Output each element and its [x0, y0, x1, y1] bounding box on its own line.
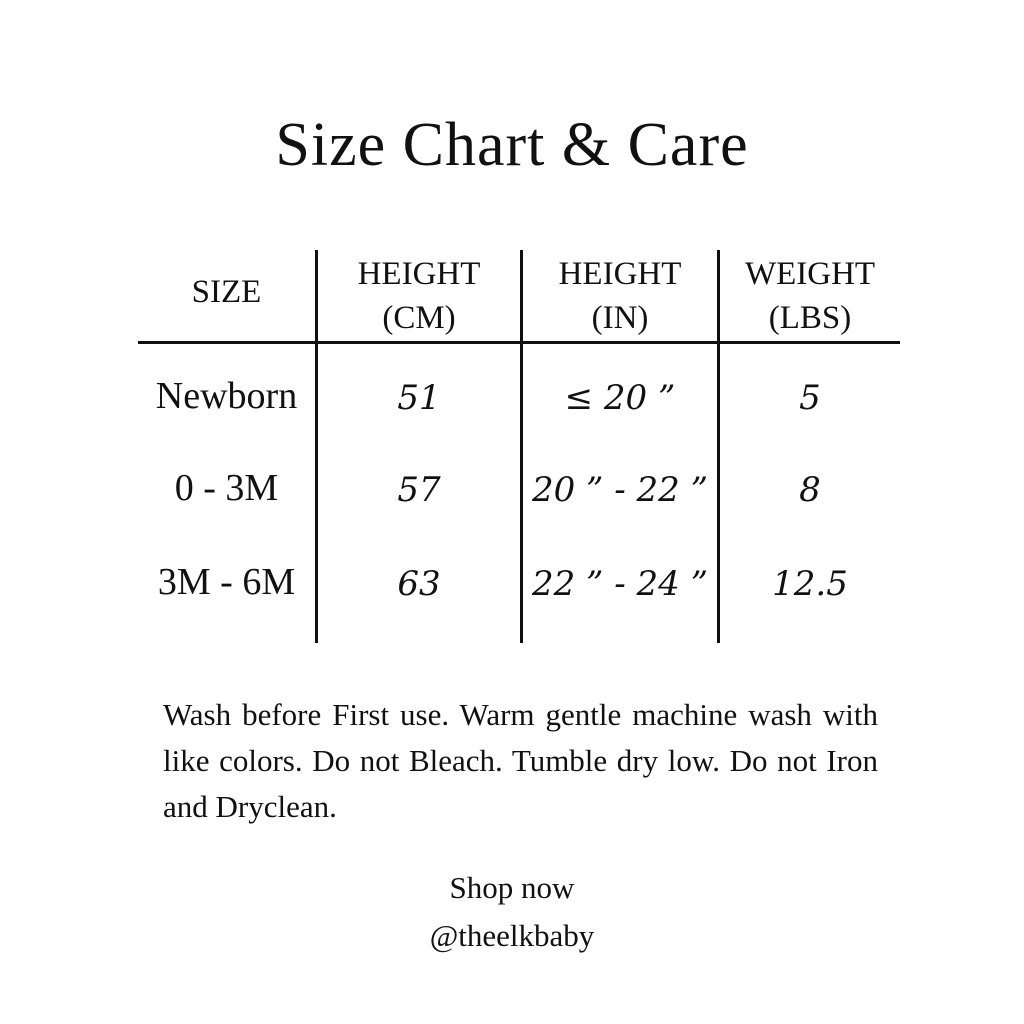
header-weight-lbs-line1: WEIGHT [744, 256, 876, 292]
header-height-in-line1: HEIGHT [558, 256, 682, 292]
row-newborn-height-cm: 51 [397, 378, 441, 418]
row-newborn-weight: 5 [799, 378, 821, 418]
instagram-handle: @theelkbaby [429, 918, 595, 953]
row-0-3m-height-cm: 57 [397, 470, 441, 510]
row-0-3m-size: 0 - 3M [174, 467, 279, 509]
header-weight-lbs-line2: (LBS) [768, 300, 852, 336]
header-height-cm [318, 252, 520, 340]
shop-now-text: Shop now [449, 870, 575, 905]
header-height-cm-line2: (CM) [382, 300, 456, 336]
header-size [138, 270, 315, 314]
row-3m-6m-weight: 12.5 [772, 564, 848, 604]
header-height-cm-line1: HEIGHT [357, 256, 481, 292]
header-divider [138, 341, 900, 344]
row-newborn-height-in: ≤ 20 ” [564, 378, 676, 418]
header-weight-lbs [720, 252, 900, 340]
header-size-label: SIZE [191, 274, 262, 310]
row-3m-6m-height-cm: 63 [397, 564, 441, 604]
row-newborn-size: Newborn [155, 375, 298, 417]
row-0-3m-weight: 8 [799, 470, 821, 510]
care-instructions: Wash before First use. Warm gentle machine wash with like colors. Do not Bleach. Tumble dry low. Do not Iron and Dryclean. [163, 697, 878, 824]
row-3m-6m-size: 3M - 6M [157, 561, 296, 603]
header-height-in-line2: (IN) [591, 300, 649, 336]
header-height-in [523, 252, 717, 340]
row-0-3m-height-in: 20 ” - 22 ” [531, 470, 708, 510]
row-3m-6m-height-in: 22 ” - 24 ” [531, 564, 708, 604]
page-title: Size Chart & Care [275, 111, 749, 179]
